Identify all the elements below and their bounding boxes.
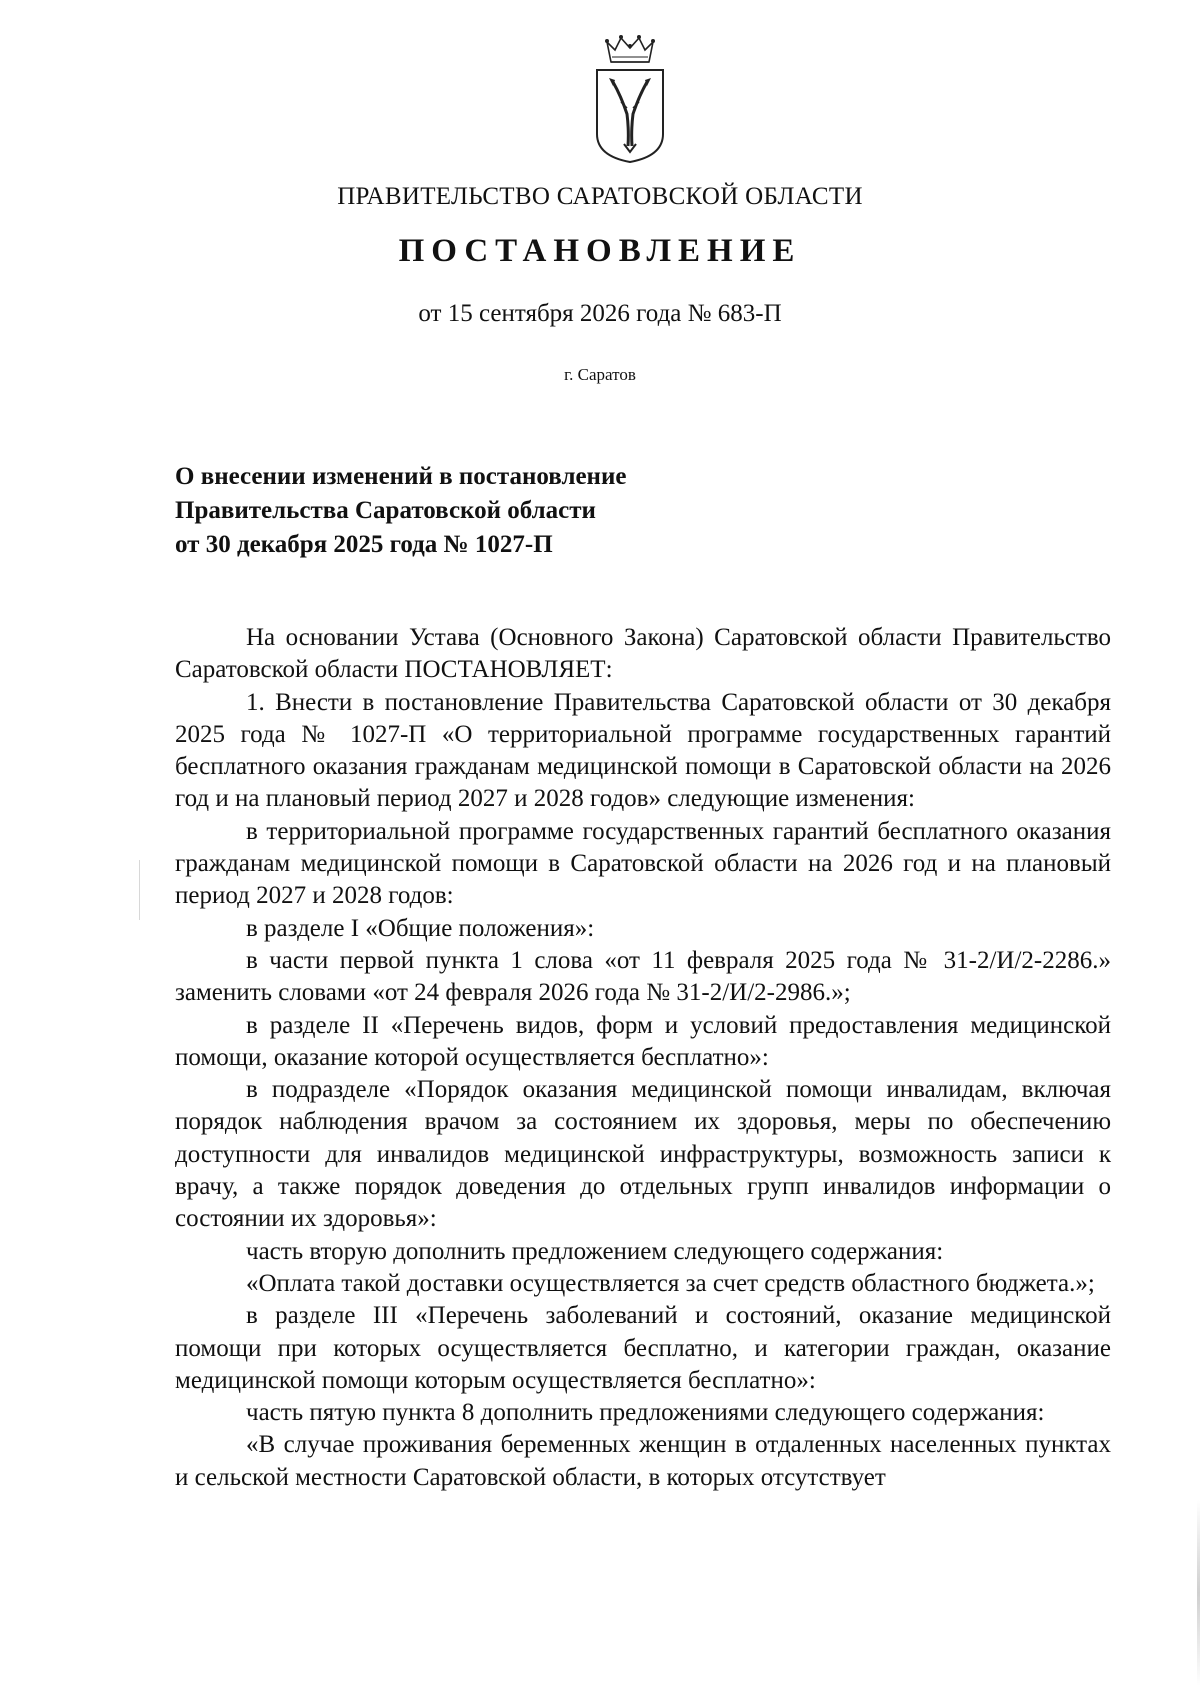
- document-subject: [175, 460, 626, 562]
- body-paragraph: в разделе II «Перечень видов, форм и условий предоставления медицинской помощи, оказание которой осуществляется бесплатно»:: [175, 1011, 1111, 1071]
- scan-artifact: [139, 860, 140, 920]
- document-date-number: от 15 сентября 2026 года № 683-П: [418, 300, 782, 327]
- body-paragraph: «В случае проживания беременных женщин в отдаленных населенных пунктах и сельской местности Саратовской области, в которых отсутствует: [175, 1431, 1111, 1491]
- document-body: [175, 622, 1111, 1494]
- subject-line: Правительства Саратовской области: [175, 497, 596, 524]
- body-paragraph: в подразделе «Порядок оказания медицинской помощи инвалидам, включая порядок наблюдения врачом за состоянием их здоровья, меры по обеспечению доступности для инвалидов медицинской инфраструктуры, возможность записи к врачу, а также порядок доведения до отдельных групп инвалидов информации о состоянии их здоровья»:: [175, 1076, 1111, 1233]
- body-paragraph: На основании Устава (Основного Закона) Саратовской области Правительство Саратовской области ПОСТАНОВЛЯЕТ:: [175, 624, 1111, 684]
- body-paragraph: часть вторую дополнить предложением следующего содержания:: [246, 1237, 944, 1265]
- document-city: г. Саратов: [564, 365, 636, 384]
- government-name: ПРАВИТЕЛЬСТВО САРАТОВСКОЙ ОБЛАСТИ: [337, 183, 863, 210]
- saratov-coat-of-arms-icon: [591, 34, 669, 164]
- subject-line: от 30 декабря 2025 года № 1027-П: [175, 531, 553, 558]
- body-paragraph: «Оплата такой доставки осуществляется за счет средств областного бюджета.»;: [246, 1269, 1095, 1297]
- body-paragraph: 1. Внести в постановление Правительства Саратовской области от 30 декабря 2025 года № 1027-П «О территориальной программе государственных гарантий бесплатного оказания гражданам медицинской помощи в Саратовской области на 2026 год и на плановый период 2027 и 2028 годов» следующие изменения:: [175, 688, 1111, 813]
- body-paragraph: в разделе III «Перечень заболеваний и состояний, оказание медицинской помощи при которых осуществляется бесплатно, и категории граждан, оказание медицинской помощи которым осуществляется бесплатно»:: [175, 1302, 1111, 1394]
- body-paragraph: в территориальной программе государственных гарантий бесплатного оказания гражданам медицинской помощи в Саратовской области на 2026 год и на плановый период 2027 и 2028 годов:: [175, 817, 1111, 910]
- document-type-title: ПОСТАНОВЛЕНИЕ: [398, 233, 802, 269]
- body-paragraph: в части первой пункта 1 слова «от 11 февраля 2025 года № 31-2/И/2-2286.» заменить словами «от 24 февраля 2026 года № 31-2/И/2-2986.»;: [175, 946, 1111, 1007]
- subject-line: О внесении изменений в постановление: [175, 463, 627, 490]
- body-paragraph: в разделе I «Общие положения»:: [246, 914, 595, 942]
- body-paragraph: часть пятую пункта 8 дополнить предложениями следующего содержания:: [246, 1399, 1045, 1427]
